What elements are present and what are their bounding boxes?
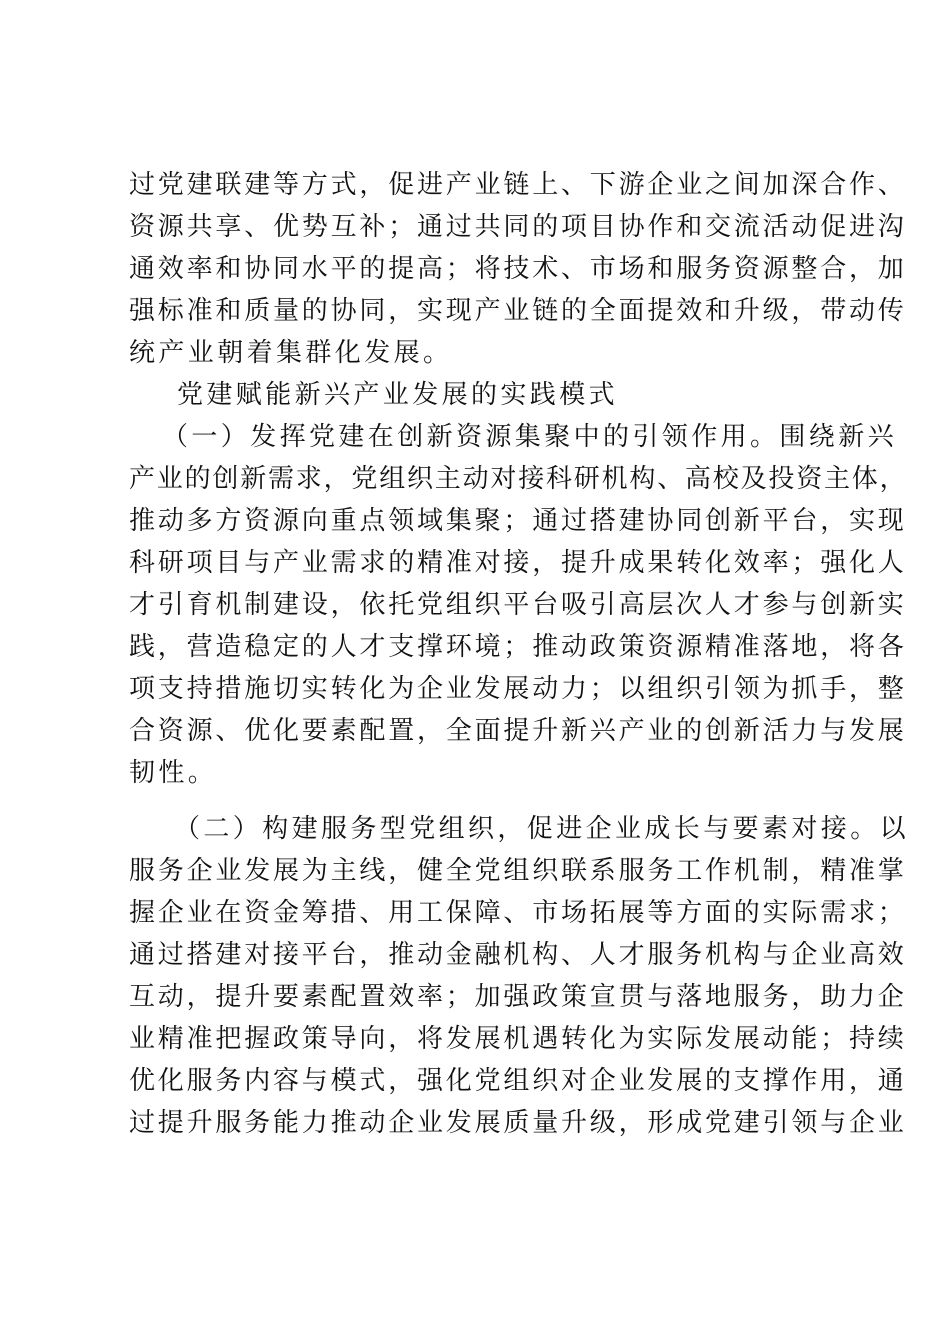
body-text-line: 项支持措施切实转化为企业发展动力；以组织引领为抓手，整: [129, 674, 907, 704]
body-text-line: 业精准把握政策导向，将发展机遇转化为实际发展动能；持续: [129, 1024, 907, 1054]
body-text-line: 践，营造稳定的人才支撑环境；推动政策资源精准落地，将各: [129, 632, 907, 662]
body-text-line: 服务企业发展为主线，健全党组织联系服务工作机制，精准掌: [129, 856, 907, 886]
body-text-line: 推动多方资源向重点领域集聚；通过搭建协同创新平台，实现: [129, 506, 907, 536]
body-text-line: 资源共享、优势互补；通过共同的项目协作和交流活动促进沟: [129, 212, 907, 242]
body-text-line: 通过搭建对接平台，推动金融机构、人才服务机构与企业高效: [129, 940, 907, 970]
paragraph-first-line: （二）构建服务型党组织，促进企业成长与要素对接。以: [174, 814, 910, 844]
body-text-line: 通效率和协同水平的提高；将技术、市场和服务资源整合，加: [129, 254, 907, 284]
body-text-line: 握企业在资金筹措、用工保障、市场拓展等方面的实际需求；: [129, 898, 907, 928]
body-text-line: 科研项目与产业需求的精准对接，提升成果转化效率；强化人: [129, 548, 907, 578]
body-text-line: 韧性。: [129, 758, 218, 788]
body-text-line: 优化服务内容与模式，强化党组织对企业发展的支撑作用，通: [129, 1066, 907, 1096]
body-text-line: 统产业朝着集群化发展。: [129, 338, 453, 368]
body-text-line: 互动，提升要素配置效率；加强政策宣贯与落地服务，助力企: [129, 982, 907, 1012]
paragraph-first-line: （一）发挥党建在创新资源集聚中的引领作用。围绕新兴: [162, 422, 898, 452]
body-text-line: 过党建联建等方式，促进产业链上、下游企业之间加深合作、: [129, 170, 907, 200]
section-heading: 党建赋能新兴产业发展的实践模式: [177, 380, 619, 410]
body-text-line: 产业的创新需求，党组织主动对接科研机构、高校及投资主体，: [129, 464, 908, 494]
body-text-line: 才引育机制建设，依托党组织平台吸引高层次人才参与创新实: [129, 590, 907, 620]
body-text-line: 过提升服务能力推动企业发展质量升级，形成党建引领与企业: [129, 1108, 907, 1138]
body-text-line: 强标准和质量的协同，实现产业链的全面提效和升级，带动传: [129, 296, 907, 326]
body-text-line: 合资源、优化要素配置，全面提升新兴产业的创新活力与发展: [129, 716, 907, 746]
